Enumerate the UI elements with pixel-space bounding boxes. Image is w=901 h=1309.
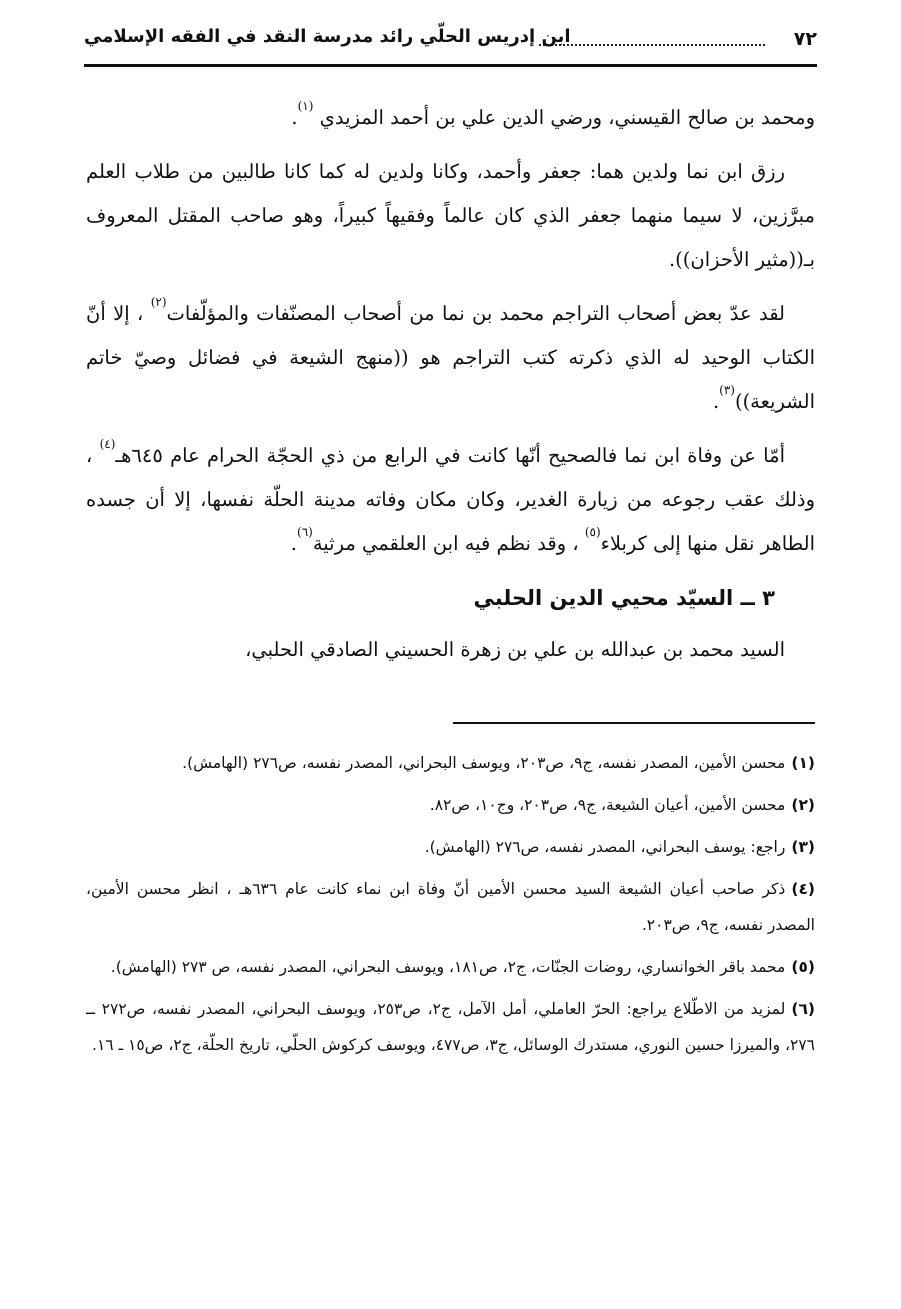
footnote-ref-3[interactable]: (٣) <box>719 383 735 397</box>
paragraph-5-text: السيد محمد بن عبدالله بن علي بن زهرة الحسيني الصادقي الحلبي، <box>245 638 785 661</box>
footnote-1 <box>86 745 815 781</box>
footnote-text: لمزيد من الاطّلاع يراجع: الحرّ العاملي، أمل الآمل، ج٢، ص٢٥٣، ويوسف البحراني، المصدر نفسه، ص٢٧٢ ــ ٢٧٦، والميرزا حسين النوري، مستدرك الوسائل، ج٣، ص٤٧٧، ويوسف كركوش الحلّي، تاريخ الحلّة، ج٢، ص١٥ ـ ١٦. <box>86 1000 815 1054</box>
paragraph-4 <box>86 434 815 566</box>
footnote-number: (٤) <box>791 880 815 898</box>
running-header <box>84 24 817 68</box>
footnote-6 <box>86 991 815 1063</box>
paragraph-3-part-b: ، إلا أنّ الكتاب الوحيد له الذي ذكرته كتب التراجم هو ((منهج الشيعة في فضائل وصيّ خاتم الشريعة)) <box>86 302 815 413</box>
paragraph-5 <box>86 628 815 672</box>
footnote-3 <box>86 829 815 865</box>
paragraph-2-text: رزق ابن نما ولدين هما: جعفر وأحمد، وكانا ولدين له كما كانا طالبين من طلاب العلم مبرَّزين، لا سيما منهما جعفر الذي كان عالماً وفقيهاً كبيراً، وهو صاحب المقتل المعروف بـ((مثير الأحزان)). <box>86 160 815 271</box>
section-heading: ٣ ــ السيّد محيي الدين الحلبي <box>473 586 775 610</box>
page-number: ٧٢ <box>793 28 817 50</box>
footnote-ref-4[interactable]: (٤) <box>99 437 116 451</box>
paragraph-3-part-a: لقد عدّ بعض أصحاب التراجم محمد بن نما من أصحاب المصنّفات والمؤلّفات <box>166 302 786 325</box>
footnote-ref-6[interactable]: (٦) <box>297 525 313 539</box>
header-rule <box>84 64 817 67</box>
footnote-text: راجع: يوسف البحراني، المصدر نفسه، ص٢٧٦ (الهامش). <box>424 838 786 856</box>
paragraph-2 <box>86 150 815 282</box>
footnotes <box>86 745 815 1069</box>
footnote-text: محسن الأمين، أعيان الشيعة، ج٩، ص٢٠٣، وج١٠، ص٨٢. <box>429 796 786 814</box>
footnote-ref-5[interactable]: (٥) <box>584 525 601 539</box>
footnote-4 <box>86 871 815 943</box>
paragraph-1 <box>86 96 815 140</box>
footnote-text: محسن الأمين، المصدر نفسه، ج٩، ص٢٠٣، ويوسف البحراني، المصدر نفسه، ص٢٧٦ (الهامش). <box>182 754 786 772</box>
footnote-5 <box>86 949 815 985</box>
paragraph-1-end: . <box>291 106 298 129</box>
main-text <box>86 96 815 682</box>
footnote-number: (٥) <box>791 958 815 976</box>
footnote-number: (٣) <box>791 838 815 856</box>
footnote-text: ذكر صاحب أعيان الشيعة السيد محسن الأمين أنّ وفاة ابن نماء كانت عام ٦٣٦هـ ، انظر محسن الأمين، المصدر نفسه، ج٩، ص٢٠٣. <box>86 880 815 934</box>
paragraph-3 <box>86 292 815 424</box>
footnote-number: (٦) <box>791 1000 815 1018</box>
footnote-number: (١) <box>791 754 815 772</box>
paragraph-4-part-b: ، وذلك عقب رجوعه من زيارة الغدير، وكان مكان وفاته مدينة الحلّة نفسها، إلا أن جسده الطاهر نقل منها إلى كربلاء <box>86 444 815 555</box>
footnote-number: (٢) <box>791 796 815 814</box>
header-dot-leader <box>539 44 765 46</box>
footnote-ref-2[interactable]: (٢) <box>150 295 167 309</box>
footnote-separator <box>453 722 815 724</box>
running-title: ابن إدريس الحلّي رائد مدرسة النقد في الفقه الإسلامي <box>84 26 571 47</box>
paragraph-3-end: . <box>712 390 720 413</box>
footnote-2 <box>86 787 815 823</box>
paragraph-1-text: ومحمد بن صالح القيسني، ورضي الدين علي بن أحمد المزيدي <box>319 106 815 129</box>
paragraph-4-part-c: ، وقد نظم فيه ابن العلقمي مرثية <box>312 532 579 555</box>
footnote-ref-1[interactable]: (١) <box>297 99 314 113</box>
footnote-text: محمد باقر الخوانساري، روضات الجنّات، ج٢، ص١٨١، ويوسف البحراني، المصدر نفسه، ص ٢٧٣ (الهامش). <box>110 958 786 976</box>
paragraph-4-end: . <box>290 532 297 555</box>
paragraph-4-part-a: أمّا عن وفاة ابن نما فالصحيح أنّها كانت في الرابع من ذي الحجّة الحرام عام ٦٤٥هـ <box>115 444 785 467</box>
